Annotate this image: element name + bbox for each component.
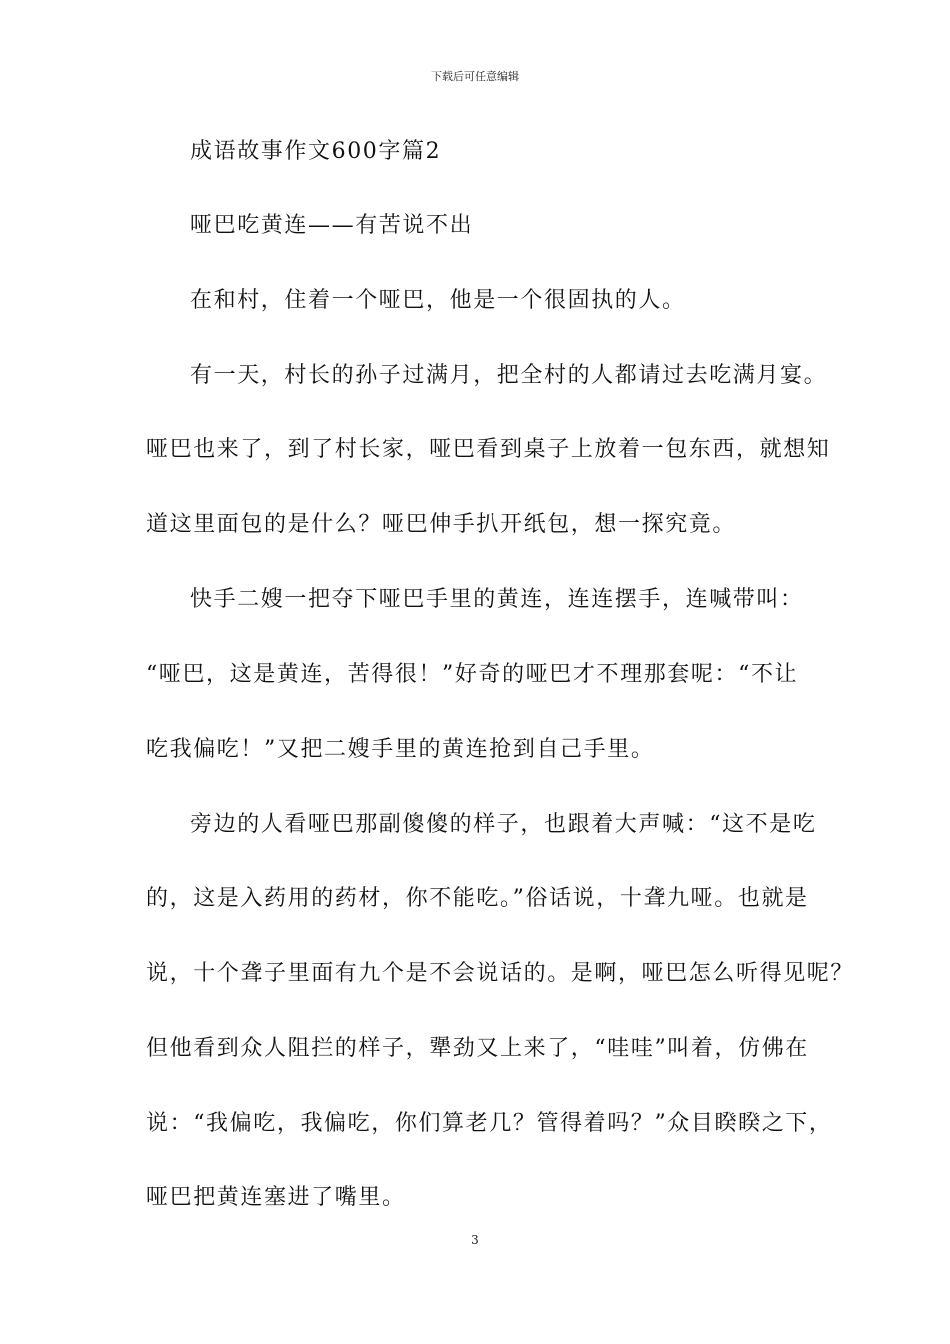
paragraph-line: 说，十个聋子里面有九个是不会说话的。是啊，哑巴怎么听得见呢？	[146, 961, 855, 986]
paragraph-line: 旁边的人看哑巴那副傻傻的样子，也跟着大声喊：“这不是吃	[190, 812, 817, 837]
paragraph-line: “哑巴，这是黄连，苦得很！”好奇的哑巴才不理那套呢：“不让	[146, 662, 799, 687]
section-title: 成语故事作文600字篇2	[190, 139, 442, 164]
paragraph-line: 吃我偏吃！”又把二嫂手里的黄连抢到自己手里。	[146, 737, 655, 762]
paragraph-line: 但他看到众人阻拦的样子，犟劲又上来了，“哇哇”叫着，仿佛在	[146, 1036, 809, 1061]
story-title: 哑巴吃黄连——有苦说不出	[190, 213, 474, 238]
paragraph-line: 哑巴也来了，到了村长家，哑巴看到桌子上放着一包东西，就想知	[146, 437, 831, 462]
paragraph-line: 哑巴把黄连塞进了嘴里。	[146, 1185, 406, 1210]
paragraph-line: 有一天，村长的孙子过满月，把全村的人都请过去吃满月宴。	[190, 363, 828, 388]
paragraph-line: 的，这是入药用的药材，你不能吃。”俗话说，十聋九哑。也就是	[146, 886, 809, 911]
page-header: 下载后可任意编辑	[431, 70, 519, 83]
page-number: 3	[471, 1233, 479, 1247]
paragraph-line: 说：“我偏吃，我偏吃，你们算老几？管得着吗？”众目睽睽之下，	[146, 1111, 833, 1136]
paragraph-line: 在和村，住着一个哑巴，他是一个很固执的人。	[190, 288, 686, 313]
paragraph-line: 道这里面包的是什么？哑巴伸手扒开纸包，想一探究竟。	[146, 512, 737, 537]
paragraph-line: 快手二嫂一把夺下哑巴手里的黄连，连连摆手，连喊带叫：	[190, 587, 804, 612]
